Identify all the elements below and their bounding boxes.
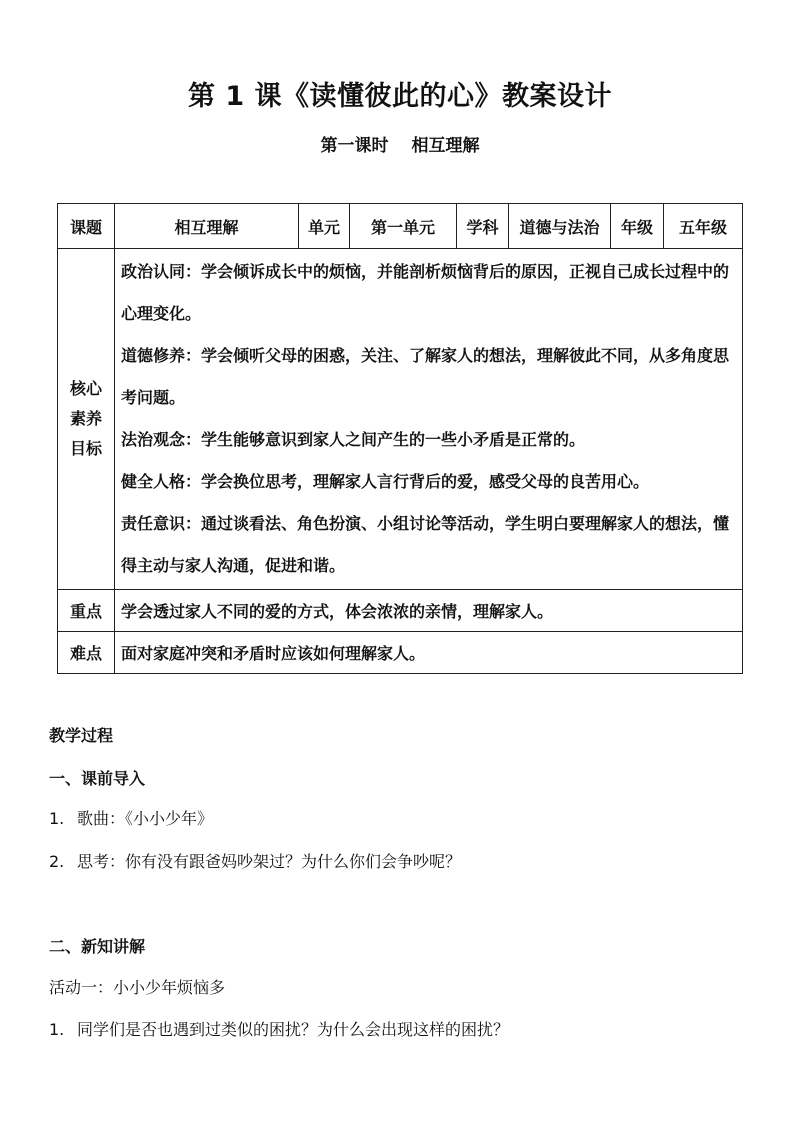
activity-title: 活动一：小小少年烦恼多 bbox=[49, 978, 226, 997]
goal-item: 道德修养：学会倾听父母的困惑，关注、了解家人的想法，理解彼此不同，从多角度思考问题。 bbox=[121, 346, 730, 407]
subject-label: 学科 bbox=[457, 204, 509, 249]
document-subtitle: 第一课时 相互理解 bbox=[320, 136, 480, 156]
table-row bbox=[58, 590, 743, 632]
grade-value: 五年级 bbox=[664, 204, 743, 249]
difficult-point-value: 面对家庭冲突和矛盾时应该如何理解家人。 bbox=[115, 632, 743, 674]
core-goals-label bbox=[58, 249, 115, 590]
section-1-title: 一、课前导入 bbox=[49, 769, 146, 788]
topic-value: 相互理解 bbox=[115, 204, 299, 249]
key-point-label: 重点 bbox=[58, 590, 115, 632]
document-title: 第 1 课《读懂彼此的心》教案设计 bbox=[187, 81, 613, 112]
section-2-title: 二、新知讲解 bbox=[49, 937, 146, 956]
list-number: 1. bbox=[49, 1020, 65, 1039]
process-heading: 教学过程 bbox=[49, 726, 114, 745]
list-number: 1. bbox=[49, 809, 65, 828]
list-text: 思考：你有没有跟爸妈吵架过？为什么你们会争吵呢？ bbox=[77, 852, 462, 871]
goal-item: 法治观念：学生能够意识到家人之间产生的一些小矛盾是正常的。 bbox=[121, 430, 586, 449]
lesson-info-table bbox=[57, 203, 743, 674]
core-goals-content bbox=[115, 249, 743, 590]
core-label-line: 核心 bbox=[69, 379, 102, 398]
goal-item: 健全人格：学会换位思考，理解家人言行背后的爱，感受父母的良苦用心。 bbox=[121, 472, 650, 491]
list-item bbox=[49, 1017, 509, 1040]
list-text: 歌曲：《小小少年》 bbox=[77, 809, 214, 828]
table-row bbox=[58, 204, 743, 249]
goal-item: 政治认同：学会倾诉成长中的烦恼，并能剖析烦恼背后的原因，正视自己成长过程中的心理变化。 bbox=[121, 262, 730, 323]
list-item bbox=[49, 806, 213, 829]
list-text: 同学们是否也遇到过类似的困扰？为什么会出现这样的困扰？ bbox=[77, 1020, 510, 1039]
key-point-value: 学会透过家人不同的爱的方式，体会浓浓的亲情，理解家人。 bbox=[115, 590, 743, 632]
grade-label: 年级 bbox=[611, 204, 664, 249]
table-row bbox=[58, 249, 743, 590]
list-item bbox=[49, 849, 461, 872]
unit-value: 第一单元 bbox=[350, 204, 457, 249]
subject-value: 道德与法治 bbox=[509, 204, 611, 249]
goal-item: 责任意识：通过谈看法、角色扮演、小组讨论等活动，学生明白要理解家人的想法，懂得主动与家人沟通，促进和谐。 bbox=[121, 514, 730, 575]
unit-label: 单元 bbox=[299, 204, 350, 249]
core-label-line: 素养 bbox=[69, 409, 102, 428]
list-number: 2. bbox=[49, 852, 65, 871]
table-row bbox=[58, 632, 743, 674]
core-label-line: 目标 bbox=[69, 439, 102, 458]
difficult-point-label: 难点 bbox=[58, 632, 115, 674]
topic-label: 课题 bbox=[58, 204, 115, 249]
